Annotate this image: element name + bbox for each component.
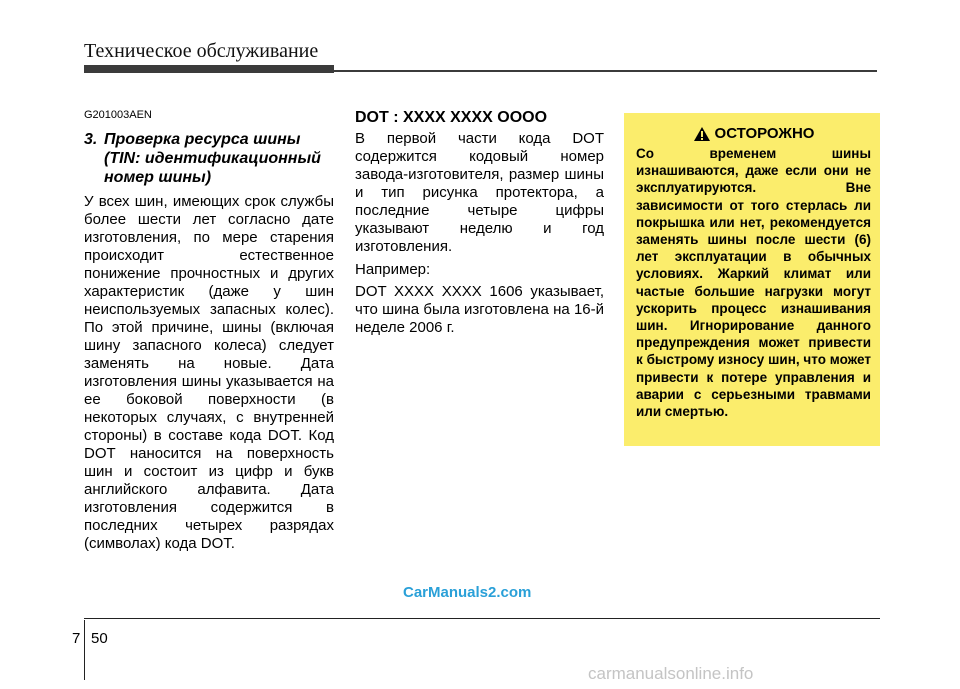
section-heading bbox=[84, 130, 334, 187]
warning-triangle-icon bbox=[693, 126, 711, 142]
warning-content bbox=[636, 125, 871, 420]
watermark-site: CarManuals2.com bbox=[403, 584, 532, 601]
left-paragraph: У всех шин, имеющих срок службы более шести лет согласно дате изготовления, по мере старения происходит естественное понижение прочностных и других характеристик (даже у шин неиспользуемых запасных колес). По этой причине, шины (включая шину запасного колеса) следует заменять на новые. Дата изготовления шины указывается на ее боковой поверхности (в некоторых случаях, с внутренней стороны) в составе кода DOT. Код DOT наносится на поверхность шин и состоит из цифр и букв английского алфавита. Дата изготовления содержится в последних четырех разрядах (символах) кода DOT. bbox=[84, 193, 334, 552]
middle-column bbox=[355, 108, 604, 337]
footer-rule bbox=[84, 618, 880, 619]
dot-description: В первой части кода DOT содержится кодовый номер завода-изготовителя, размер шины и тип рисунка протектора, а последние четыре цифры указывают неделю и год изготовления. bbox=[355, 130, 604, 255]
section-code: G201003AEN bbox=[84, 109, 152, 121]
warning-body: Со временем шины изнашиваются, даже если они не эксплуатируются. Вне зависимости от того стерлась ли покрышка или нет, рекомендуется заменять шины после шести (6) лет эксплуатации в обычных условиях. Жаркий климат или частые большие нагрузки могут ускорить процесс изнашивания шин. Игнорирование данного предупреждения может привести к быстрому износу шин, что может привести к потере управления и аварии с серьезными травмами или смертью. bbox=[636, 146, 871, 420]
dot-code-heading: DOT : XXXX XXXX OOOO bbox=[355, 109, 548, 126]
page-number: 50 bbox=[91, 630, 108, 647]
warning-heading bbox=[636, 125, 871, 143]
page-header-title: Техническое обслуживание bbox=[84, 40, 319, 62]
footer-divider bbox=[84, 620, 85, 680]
watermark-bottom: carmanualsonline.info bbox=[588, 664, 754, 683]
left-column bbox=[84, 108, 334, 553]
header-rule-thick bbox=[84, 65, 334, 73]
header-rule-thin bbox=[334, 70, 877, 72]
example-label: Например: bbox=[355, 261, 431, 278]
warning-title: ОСТОРОЖНО bbox=[714, 125, 815, 142]
warning-box bbox=[624, 113, 880, 446]
section-title: Проверка ресурса шины (TIN: идентификационный номер шины) bbox=[104, 131, 321, 186]
chapter-number: 7 bbox=[72, 630, 81, 647]
example-text: DOT XXXX XXXX 1606 указывает, что шина была изготовлена на 16-й неделе 2006 г. bbox=[355, 283, 604, 336]
section-number: 3. bbox=[84, 131, 98, 148]
